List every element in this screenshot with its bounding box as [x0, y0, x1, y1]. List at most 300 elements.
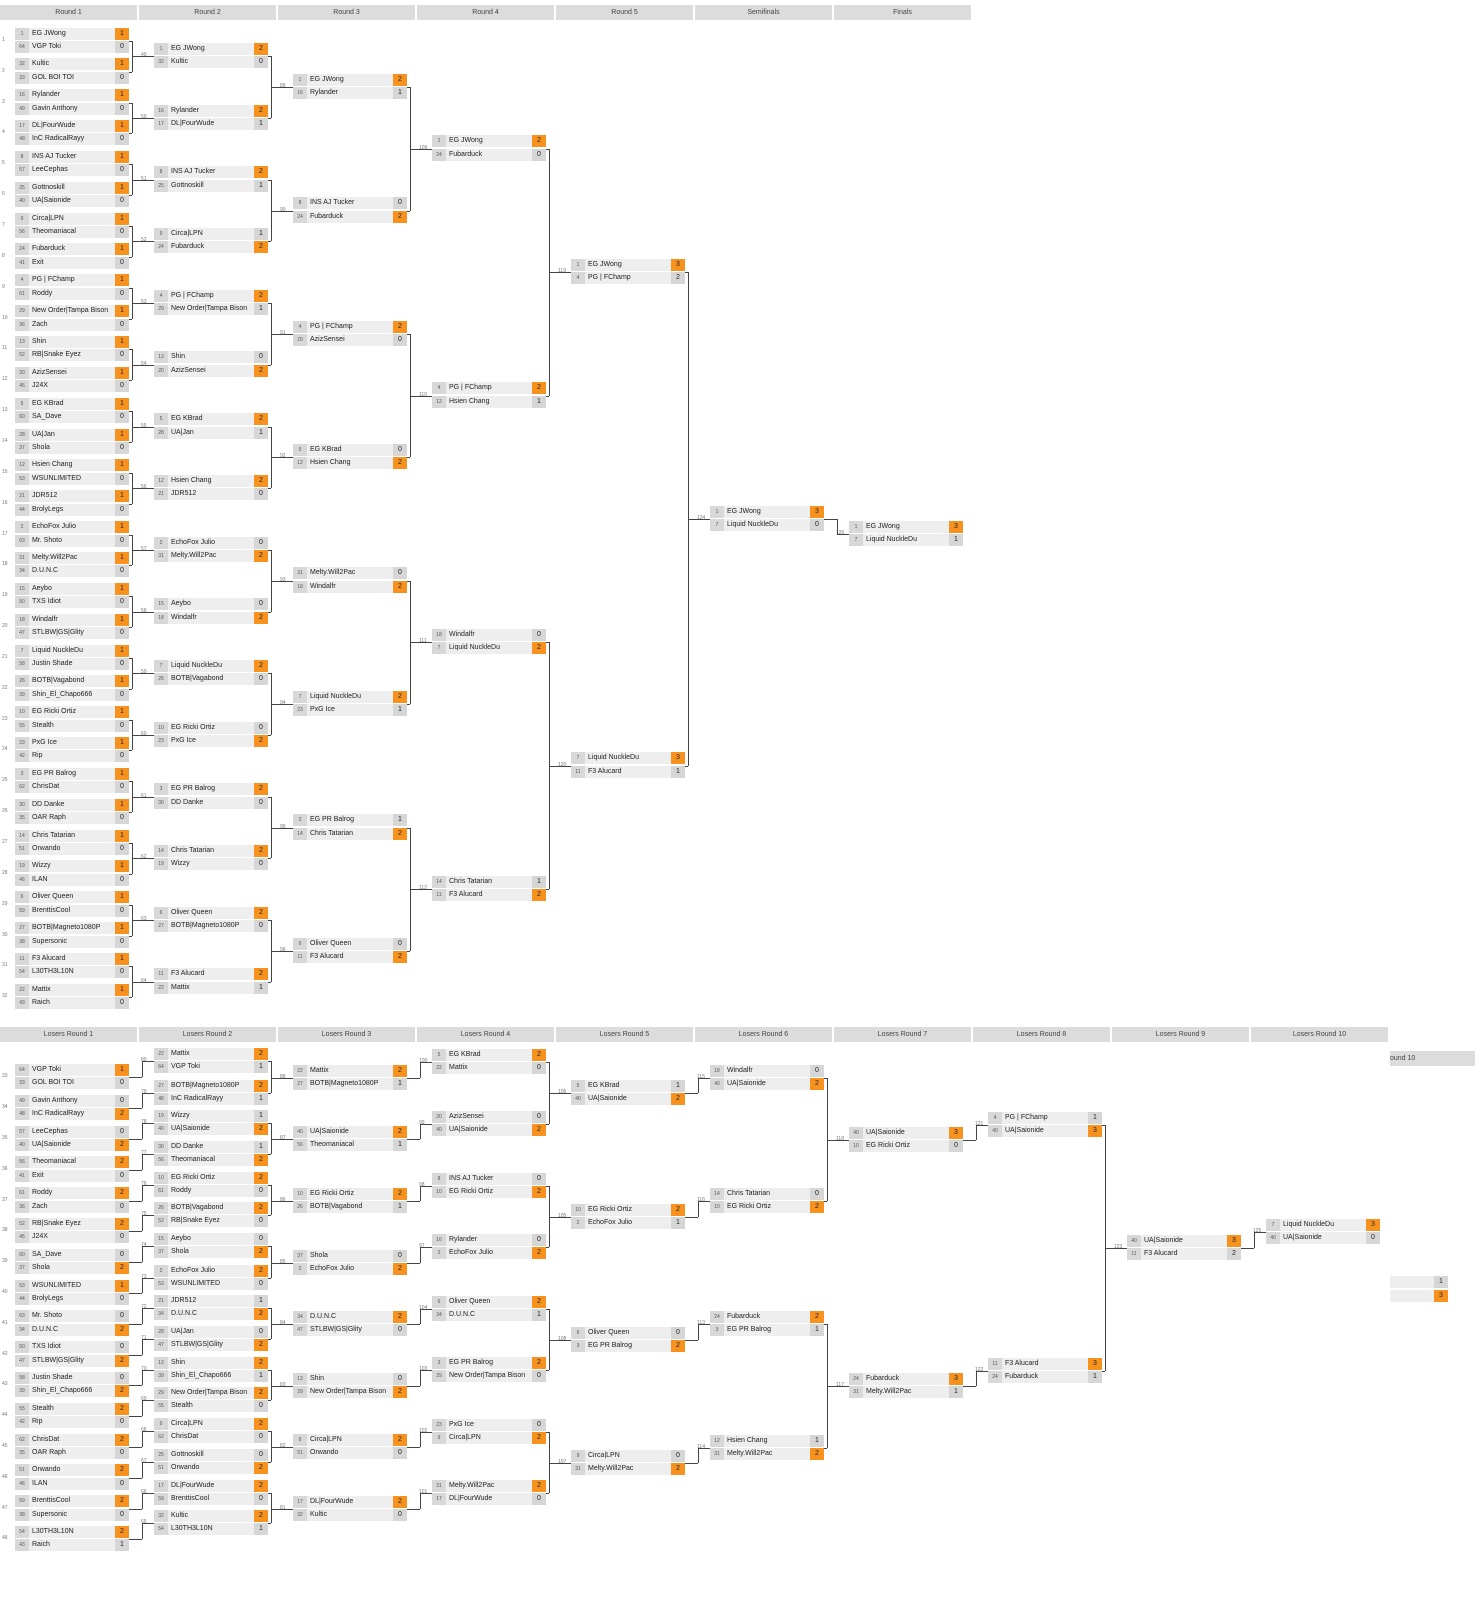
player-name[interactable]: BOTB|Vagabond [171, 675, 224, 683]
player-name[interactable]: UA|Saionide [171, 1125, 210, 1133]
participant-slot[interactable] [15, 429, 129, 441]
player-name[interactable]: Mr. Shoto [32, 1312, 62, 1320]
participant-slot[interactable] [571, 1217, 685, 1229]
participant-slot[interactable] [154, 1110, 268, 1122]
player-name[interactable]: Wizzy [171, 860, 190, 868]
participant-slot[interactable] [293, 444, 407, 456]
participant-slot[interactable] [15, 1231, 129, 1243]
participant-slot[interactable] [571, 1463, 685, 1475]
player-name[interactable]: D.U.N.C [32, 567, 59, 575]
participant-slot[interactable] [15, 1262, 129, 1274]
player-name[interactable]: Liquid NuckleDu [1283, 1221, 1334, 1228]
player-name[interactable]: UA|Saionide [588, 1095, 627, 1103]
player-name[interactable]: TXS Idiot [32, 1343, 61, 1351]
player-name[interactable]: Liquid NuckleDu [32, 646, 83, 654]
participant-slot[interactable] [15, 706, 129, 718]
player-name[interactable]: EG Ricki Ortiz [727, 1203, 771, 1211]
participant-slot[interactable] [154, 290, 268, 302]
participant-slot[interactable] [293, 1311, 407, 1323]
player-name[interactable]: EG JWong [866, 522, 900, 530]
player-name[interactable]: D.U.N.C [310, 1313, 337, 1320]
participant-slot[interactable] [154, 1295, 268, 1307]
participant-slot[interactable] [15, 1495, 129, 1507]
player-name[interactable]: Windalfr [32, 615, 58, 623]
participant-slot[interactable] [154, 735, 268, 747]
player-name[interactable]: INS AJ Tucker [32, 152, 77, 160]
player-name[interactable]: Aeybo [171, 600, 191, 608]
participant-slot[interactable] [154, 783, 268, 795]
participant-slot[interactable] [293, 1201, 407, 1213]
participant-slot[interactable] [432, 629, 546, 641]
participant-slot[interactable] [432, 1419, 546, 1431]
participant-slot[interactable] [15, 1341, 129, 1353]
participant-slot[interactable] [15, 535, 129, 547]
participant-slot[interactable] [154, 56, 268, 68]
player-name[interactable]: Hsien Chang [310, 459, 351, 467]
participant-slot[interactable] [1127, 1235, 1241, 1247]
participant-slot[interactable] [293, 1386, 407, 1398]
player-name[interactable]: Rylander [171, 106, 200, 114]
participant-slot[interactable] [571, 1204, 685, 1216]
participant-slot[interactable] [154, 1493, 268, 1505]
player-name[interactable]: Gavin Anthony [32, 1096, 78, 1104]
participant-slot[interactable] [154, 427, 268, 439]
player-name[interactable]: Zach [32, 1202, 48, 1210]
player-name[interactable]: BrenttisCool [32, 906, 71, 914]
participant-slot[interactable] [154, 413, 268, 425]
player-name[interactable]: LeeCephas [32, 1127, 68, 1135]
participant-slot[interactable] [293, 1496, 407, 1508]
player-name[interactable]: AzizSensei [310, 335, 345, 343]
player-name[interactable]: JDR512 [171, 1297, 197, 1304]
participant-slot[interactable] [1266, 1232, 1380, 1244]
player-name[interactable]: EG Ricki Ortiz [588, 1206, 632, 1213]
participant-slot[interactable] [154, 105, 268, 117]
player-name[interactable]: BOTB|Vagabond [32, 677, 85, 685]
participant-slot[interactable] [15, 1170, 129, 1182]
participant-slot[interactable] [15, 1249, 129, 1261]
participant-slot[interactable] [154, 1233, 268, 1245]
participant-slot[interactable] [15, 1064, 129, 1076]
participant-slot[interactable] [15, 627, 129, 639]
participant-slot[interactable] [710, 1311, 824, 1323]
participant-slot[interactable] [154, 1080, 268, 1092]
player-name[interactable]: DL|FourWude [171, 120, 215, 128]
player-name[interactable]: Mattix [310, 1067, 329, 1074]
participant-slot[interactable] [154, 241, 268, 253]
player-name[interactable]: Orwando [32, 1466, 61, 1474]
player-name[interactable]: EchoFox Julio [171, 538, 215, 546]
participant-slot[interactable] [432, 876, 546, 888]
participant-slot[interactable] [154, 907, 268, 919]
player-name[interactable]: Shola [171, 1248, 189, 1256]
player-name[interactable]: Hsien Chang [171, 476, 212, 484]
player-name[interactable]: Fubarduck [32, 245, 66, 253]
player-name[interactable]: Oliver Queen [32, 893, 74, 901]
player-name[interactable]: Fubarduck [449, 150, 483, 158]
participant-slot[interactable] [293, 334, 407, 346]
player-name[interactable]: UA|Saionide [1283, 1234, 1322, 1242]
player-name[interactable]: Raich [32, 1541, 50, 1549]
player-name[interactable]: Justin Shade [32, 1374, 73, 1381]
player-name[interactable]: Oliver Queen [171, 908, 213, 916]
participant-slot[interactable] [15, 411, 129, 423]
participant-slot[interactable] [432, 1234, 546, 1246]
participant-slot[interactable] [154, 1093, 268, 1105]
player-name[interactable]: F3 Alucard [1144, 1250, 1178, 1258]
participant-slot[interactable] [988, 1125, 1102, 1137]
participant-slot[interactable] [293, 1065, 407, 1077]
player-name[interactable]: UA|Saionide [32, 1141, 71, 1148]
player-name[interactable]: Rylander [310, 89, 339, 97]
player-name[interactable]: Liquid NuckleDu [727, 521, 778, 529]
participant-slot[interactable] [710, 1078, 824, 1090]
participant-slot[interactable] [15, 226, 129, 238]
participant-slot[interactable] [849, 521, 963, 533]
participant-slot[interactable] [15, 195, 129, 207]
participant-slot[interactable] [432, 1111, 546, 1123]
player-name[interactable]: STLBW|GS|Glity [310, 1326, 362, 1334]
participant-slot[interactable] [849, 1373, 963, 1385]
player-name[interactable]: Liquid NuckleDu [866, 536, 917, 544]
player-name[interactable]: L30TH3L10N [171, 1525, 213, 1533]
participant-slot[interactable] [15, 720, 129, 732]
player-name[interactable]: PG | FChamp [171, 291, 214, 299]
player-name[interactable]: ILAN [32, 1479, 48, 1487]
participant-slot[interactable] [849, 1127, 963, 1139]
participant-slot[interactable] [432, 1296, 546, 1308]
participant-slot[interactable] [154, 673, 268, 685]
player-name[interactable]: JDR512 [171, 490, 197, 498]
player-name[interactable]: UA|Jan [171, 428, 194, 436]
participant-slot[interactable] [293, 951, 407, 963]
player-name[interactable]: Gavin Anthony [32, 104, 78, 112]
player-name[interactable]: Rylander [32, 91, 61, 99]
participant-slot[interactable] [432, 1049, 546, 1061]
participant-slot[interactable] [154, 612, 268, 624]
participant-slot[interactable] [15, 860, 129, 872]
participant-slot[interactable] [15, 473, 129, 485]
player-name[interactable]: New Order|Tampa Bison [449, 1372, 526, 1380]
player-name[interactable]: Shin_El_Chapo666 [32, 690, 93, 698]
player-name[interactable]: BOTB|Magneto1080P [32, 924, 101, 932]
participant-slot[interactable] [154, 488, 268, 500]
participant-slot[interactable] [154, 166, 268, 178]
player-name[interactable]: PG | FChamp [32, 276, 75, 284]
participant-slot[interactable] [293, 691, 407, 703]
player-name[interactable]: Theomaniacal [171, 1156, 215, 1164]
player-name[interactable]: Theomaniacal [310, 1141, 354, 1149]
player-name[interactable]: BOTB|Magneto1080P [171, 1082, 240, 1089]
player-name[interactable]: EG Ricki Ortiz [310, 1190, 354, 1197]
participant-slot[interactable] [154, 475, 268, 487]
player-name[interactable]: EG Ricki Ortiz [171, 1174, 215, 1181]
participant-slot[interactable] [432, 1357, 546, 1369]
participant-slot[interactable] [571, 752, 685, 764]
participant-slot[interactable] [293, 321, 407, 333]
participant-slot[interactable] [15, 768, 129, 780]
participant-slot[interactable] [15, 213, 129, 225]
participant-slot[interactable] [154, 180, 268, 192]
player-name[interactable]: DD Danke [171, 798, 204, 806]
player-name[interactable]: Circa|LPN [449, 1434, 481, 1442]
player-name[interactable]: Aeybo [32, 584, 52, 592]
participant-slot[interactable] [15, 614, 129, 626]
player-name[interactable]: SA_Dave [32, 413, 62, 421]
participant-slot[interactable] [154, 303, 268, 315]
player-name[interactable]: Circa|LPN [310, 1436, 342, 1443]
player-name[interactable]: New Order|Tampa Bison [171, 1389, 248, 1396]
player-name[interactable]: Oliver Queen [310, 939, 352, 947]
participant-slot[interactable] [15, 936, 129, 948]
participant-slot[interactable] [293, 1509, 407, 1521]
player-name[interactable]: VGP Toki [32, 42, 61, 50]
player-name[interactable]: Circa|LPN [171, 230, 203, 238]
participant-slot[interactable] [15, 565, 129, 577]
player-name[interactable]: Roddy [32, 1189, 53, 1197]
participant-slot[interactable] [710, 1448, 824, 1460]
participant-slot[interactable] [432, 642, 546, 654]
player-name[interactable]: BOTB|Vagabond [310, 1203, 363, 1211]
player-name[interactable]: GOL BOI TOI [32, 1079, 74, 1087]
participant-slot[interactable] [15, 874, 129, 886]
participant-slot[interactable] [293, 74, 407, 86]
participant-slot[interactable] [154, 1123, 268, 1135]
player-name[interactable]: Liquid NuckleDu [588, 754, 639, 762]
participant-slot[interactable] [293, 567, 407, 579]
participant-slot[interactable] [154, 1215, 268, 1227]
player-name[interactable]: EG JWong [449, 137, 483, 145]
participant-slot[interactable] [710, 519, 824, 531]
player-name[interactable]: UA|Saionide [866, 1129, 905, 1136]
player-name[interactable]: Windalfr [449, 631, 475, 639]
player-name[interactable]: Liquid NuckleDu [310, 692, 361, 700]
participant-slot[interactable] [154, 1357, 268, 1369]
participant-slot[interactable] [15, 552, 129, 564]
participant-slot[interactable] [432, 889, 546, 901]
player-name[interactable]: D.U.N.C [171, 1310, 198, 1318]
participant-slot[interactable] [293, 828, 407, 840]
player-name[interactable]: Shin_El_Chapo666 [171, 1372, 232, 1380]
participant-slot[interactable] [154, 1510, 268, 1522]
participant-slot[interactable] [15, 953, 129, 965]
player-name[interactable]: EG PR Balrog [310, 816, 354, 824]
participant-slot[interactable] [432, 1493, 546, 1505]
participant-slot[interactable] [15, 1139, 129, 1151]
player-name[interactable]: EchoFox Julio [171, 1267, 215, 1274]
player-name[interactable]: F3 Alucard [588, 767, 622, 775]
player-name[interactable]: Melty.Will2Pac [32, 553, 78, 561]
participant-slot[interactable] [15, 1108, 129, 1120]
participant-slot[interactable] [293, 814, 407, 826]
player-name[interactable]: BOTB|Magneto1080P [171, 922, 240, 930]
player-name[interactable]: RB|Snake Eyez [171, 1217, 220, 1225]
player-name[interactable]: D.U.N.C [32, 1325, 59, 1333]
participant-slot[interactable] [571, 766, 685, 778]
participant-slot[interactable] [571, 1080, 685, 1092]
participant-slot[interactable] [432, 1173, 546, 1185]
participant-slot[interactable] [154, 1418, 268, 1430]
participant-slot[interactable] [154, 1339, 268, 1351]
player-name[interactable]: Melty.Will2Pac [171, 551, 217, 559]
player-name[interactable]: SA_Dave [32, 1250, 62, 1258]
participant-slot[interactable] [154, 968, 268, 980]
participant-slot[interactable] [15, 41, 129, 53]
participant-slot[interactable] [15, 1187, 129, 1199]
player-name[interactable]: Windalfr [171, 613, 197, 621]
player-name[interactable]: WSUNLIMITED [32, 1281, 81, 1289]
participant-slot[interactable] [432, 1062, 546, 1074]
participant-slot[interactable] [15, 349, 129, 361]
player-name[interactable]: DL|FourWude [171, 1482, 215, 1489]
participant-slot[interactable] [154, 1387, 268, 1399]
player-name[interactable]: Chris Tatarian [727, 1190, 771, 1197]
participant-slot[interactable] [15, 830, 129, 842]
player-name[interactable]: EG KBrad [171, 415, 203, 423]
player-name[interactable]: Chris Tatarian [310, 829, 354, 837]
participant-slot[interactable] [293, 1250, 407, 1262]
player-name[interactable]: UA|Saionide [1005, 1127, 1044, 1135]
player-name[interactable]: Stealth [32, 1404, 54, 1412]
player-name[interactable]: OAR Raph [32, 814, 66, 822]
participant-slot[interactable] [571, 1327, 685, 1339]
player-name[interactable]: EchoFox Julio [310, 1265, 354, 1273]
player-name[interactable]: AzizSensei [171, 366, 206, 374]
player-name[interactable]: BrolyLegs [32, 505, 64, 513]
player-name[interactable]: Kultic [171, 1512, 189, 1519]
player-name[interactable]: PxG Ice [32, 739, 57, 747]
player-name[interactable]: Supersonic [32, 1510, 68, 1518]
participant-slot[interactable] [15, 274, 129, 286]
participant-slot[interactable] [15, 1447, 129, 1459]
player-name[interactable]: PG | FChamp [449, 384, 492, 392]
participant-slot[interactable] [15, 28, 129, 40]
participant-slot[interactable] [293, 1373, 407, 1385]
participant-slot[interactable] [154, 228, 268, 240]
participant-slot[interactable] [15, 89, 129, 101]
player-name[interactable]: Liquid NuckleDu [449, 644, 500, 652]
participant-slot[interactable] [15, 1403, 129, 1415]
participant-slot[interactable] [15, 645, 129, 657]
player-name[interactable]: GOL BOI TOI [32, 73, 74, 81]
participant-slot[interactable] [15, 288, 129, 300]
participant-slot[interactable] [293, 1447, 407, 1459]
participant-slot[interactable] [710, 1201, 824, 1213]
participant-slot[interactable] [154, 1202, 268, 1214]
player-name[interactable]: Fubarduck [1005, 1373, 1039, 1381]
player-name[interactable]: Stealth [171, 1402, 193, 1410]
participant-slot[interactable] [154, 1326, 268, 1338]
player-name[interactable]: Wizzy [171, 1112, 190, 1119]
player-name[interactable]: Gottnoskill [171, 181, 204, 189]
participant-slot[interactable] [15, 750, 129, 762]
participant-slot[interactable] [15, 1095, 129, 1107]
player-name[interactable]: BOTB|Magneto1080P [310, 1080, 379, 1088]
participant-slot[interactable] [432, 1432, 546, 1444]
player-name[interactable]: Rylander [449, 1236, 478, 1243]
player-name[interactable]: Melty.Will2Pac [449, 1482, 495, 1489]
player-name[interactable]: Aeybo [171, 1235, 191, 1242]
player-name[interactable]: PxG Ice [449, 1421, 474, 1428]
player-name[interactable]: Rip [32, 752, 43, 760]
participant-slot[interactable] [15, 442, 129, 454]
player-name[interactable]: Liquid NuckleDu [171, 661, 222, 669]
player-name[interactable]: Melty.Will2Pac [588, 1465, 634, 1473]
player-name[interactable]: Orwando [32, 845, 61, 852]
participant-slot[interactable] [432, 149, 546, 161]
player-name[interactable]: Exit [32, 258, 44, 266]
player-name[interactable]: EG PR Balrog [32, 769, 76, 777]
player-name[interactable]: Chris Tatarian [449, 877, 493, 885]
player-name[interactable]: PxG Ice [171, 737, 196, 745]
participant-slot[interactable] [154, 1061, 268, 1073]
participant-slot[interactable] [293, 1324, 407, 1336]
player-name[interactable]: EG JWong [310, 75, 344, 83]
player-name[interactable]: DL|FourWude [449, 1495, 493, 1503]
participant-slot[interactable] [849, 534, 963, 546]
participant-slot[interactable] [15, 1077, 129, 1089]
player-name[interactable]: Shin [171, 353, 186, 361]
participant-slot[interactable] [15, 336, 129, 348]
participant-slot[interactable] [15, 1464, 129, 1476]
player-name[interactable]: RB|Snake Eyez [32, 351, 81, 359]
participant-slot[interactable] [432, 1186, 546, 1198]
participant-slot[interactable] [154, 1400, 268, 1412]
participant-slot[interactable] [15, 164, 129, 176]
participant-slot[interactable] [293, 1126, 407, 1138]
participant-slot[interactable] [571, 1093, 685, 1105]
player-name[interactable]: Shola [32, 443, 50, 451]
player-name[interactable]: EG Ricki Ortiz [171, 723, 215, 731]
player-name[interactable]: Fubarduck [727, 1313, 761, 1320]
player-name[interactable]: Hsien Chang [32, 461, 73, 469]
player-name[interactable]: WSUNLIMITED [32, 474, 81, 482]
player-name[interactable]: EG KBrad [32, 399, 64, 407]
participant-slot[interactable] [15, 243, 129, 255]
participant-slot[interactable] [15, 966, 129, 978]
participant-slot[interactable] [15, 1434, 129, 1446]
participant-slot[interactable] [154, 1480, 268, 1492]
player-name[interactable]: EG Ricki Ortiz [32, 708, 76, 716]
participant-slot[interactable] [15, 1478, 129, 1490]
participant-slot[interactable] [15, 380, 129, 392]
player-name[interactable]: UA|Saionide [32, 197, 71, 205]
player-name[interactable]: EchoFox Julio [449, 1249, 493, 1257]
player-name[interactable]: LeeCephas [32, 166, 68, 174]
player-name[interactable]: L30TH3L10N [32, 1528, 74, 1535]
player-name[interactable]: AzizSensei [449, 1113, 484, 1120]
player-name[interactable]: InC RadicalRayy [171, 1095, 224, 1103]
participant-slot[interactable] [710, 506, 824, 518]
player-name[interactable]: EchoFox Julio [588, 1219, 632, 1227]
player-name[interactable]: Oliver Queen [449, 1298, 491, 1305]
participant-slot[interactable] [571, 272, 685, 284]
participant-slot[interactable] [15, 1509, 129, 1521]
participant-slot[interactable] [432, 396, 546, 408]
player-name[interactable]: F3 Alucard [32, 955, 66, 962]
player-name[interactable]: InC RadicalRayy [32, 1110, 85, 1118]
player-name[interactable]: Chris Tatarian [171, 847, 215, 855]
participant-slot[interactable] [15, 781, 129, 793]
participant-slot[interactable] [154, 660, 268, 672]
player-name[interactable]: EG JWong [32, 29, 66, 37]
player-name[interactable]: EG JWong [727, 507, 761, 515]
participant-slot[interactable] [293, 1139, 407, 1151]
participant-slot[interactable] [15, 1280, 129, 1292]
participant-slot[interactable] [15, 305, 129, 317]
participant-slot[interactable] [15, 1156, 129, 1168]
player-name[interactable]: J24X [32, 1233, 48, 1241]
